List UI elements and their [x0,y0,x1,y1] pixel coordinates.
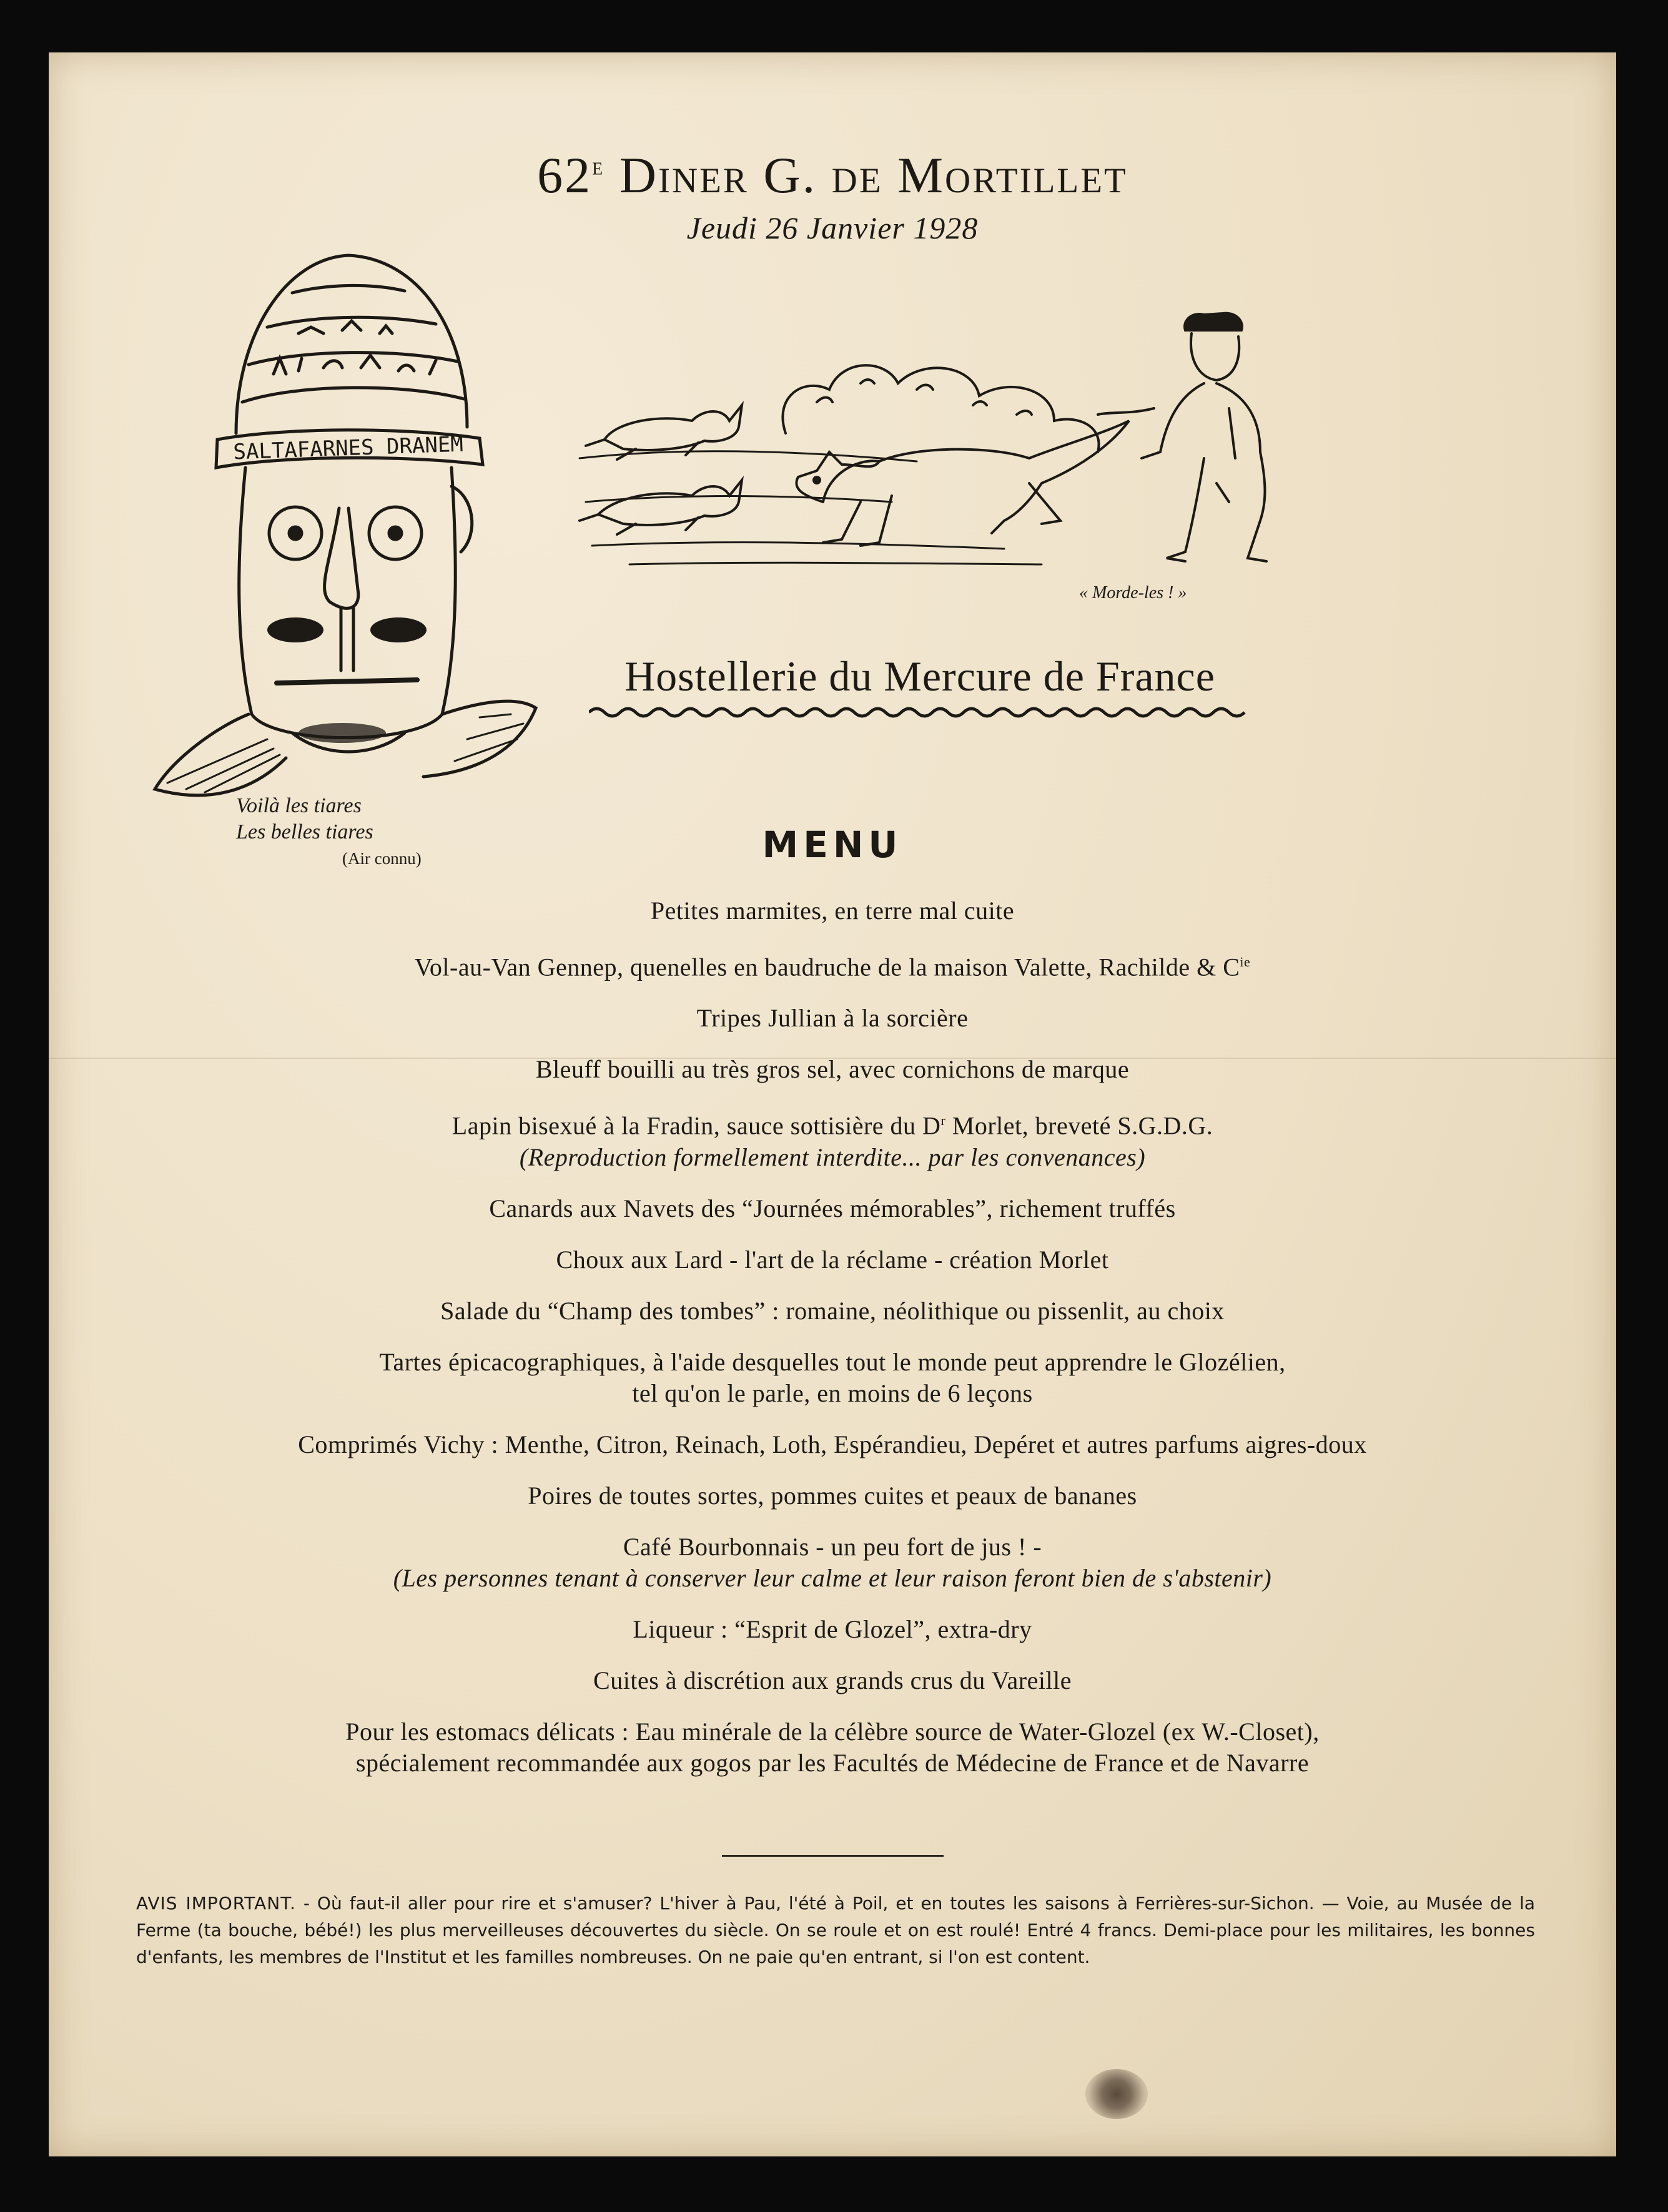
menu-item-text: Morlet, breveté S.G.D.G. [945,1111,1213,1140]
venue-block [561,652,1279,720]
menu-item-superscript: r [940,1113,946,1129]
title-number: 62 [537,147,593,204]
tiara-head-illustration [142,240,542,814]
menu-item: Liqueur : “Esprit de Glozel”, extra-dry [633,1615,1032,1643]
notice-text: - Où faut-il aller pour rire et s'amuser? L'hiver à Pau, l'été à Poil, et en toutes les saisons à Ferrières-sur-Sichon. — Voie, au Musée de la Ferme (ta bouche, bébé!) les plus merveilleuses découvertes du siècle. On se roule et on est roulé! Entré 4 francs. Demi-place pour les militaires, les bonnes d'enfants, les membres de l'Institut et les familles nombreuses. On ne paie qu'en entrant, si l'on est content. [136,1893,1536,1967]
menu-sheet [49,52,1616,2156]
dinner-date: Jeudi 26 Janvier 1928 [686,210,979,245]
menu-item: Cuites à discrétion aux grands crus du Vareille [593,1666,1072,1694]
menu-item-text: Vol-au-Van Gennep, quenelles en baudruche de la maison Valette, Rachilde & C [414,953,1240,981]
menu-item: Canards aux Navets des “Journées mémorables”, richement truffés [489,1194,1176,1222]
menu-item-text: tel qu'on le parle, en moins de 6 leçons [632,1379,1033,1407]
title-text: Diner G. de Mortillet [605,147,1128,204]
scene-caption: « Morde-les ! » [1079,583,1187,602]
notice-paragraph [136,1890,1535,1970]
menu-item: Petites marmites, en terre mal cuite [650,897,1015,925]
hat-inscription: SALTAFARNES DRANEM [232,431,464,465]
menu-item-text: Tartes épicacographiques, à l'aide desquelles tout le monde peut apprendre le Glozélien, [379,1347,1286,1376]
caption-line: (Air connu) [342,849,422,868]
ink-stain [1085,2069,1148,2119]
page-title [49,146,1616,205]
menu-item [136,1716,1529,1779]
menu-item [136,1531,1529,1594]
divider-line [722,1855,944,1857]
menu-item: Salade du “Champ des tombes” : romaine, néolithique ou pissenlit, au choix [440,1296,1225,1325]
menu-item-text: spécialement recommandée aux gogos par les Facultés de Médecine de France et de Navarre [355,1748,1310,1777]
menu-item-note: (Les personnes tenant à conserver leur calme et leur raison feront bien de s'abstenir) [393,1563,1272,1592]
menu-item: Poires de toutes sortes, pommes cuites et peaux de bananes [528,1481,1137,1510]
menu-item: Bleuff bouilli au très gros sel, avec cornichons de marque [535,1055,1130,1084]
notice-label: AVIS IMPORTANT. [136,1893,296,1914]
caption-line: Les belles tiares [236,820,373,843]
menu-heading: MENU [762,823,903,866]
hunting-scene-illustration [567,296,1329,583]
menu-list [136,895,1529,1799]
title-superscript: e [592,152,605,180]
menu-item: Choux aux Lard - l'art de la réclame - création Morlet [556,1245,1109,1274]
menu-item-text: Lapin bisexué à la Fradin, sauce sottisière du D [452,1111,941,1140]
venue-name: Hostellerie du Mercure de France [624,652,1215,700]
menu-item-note: (Reproduction formellement interdite... par les convenances) [519,1143,1146,1171]
menu-item-text: Pour les estomacs délicats : Eau minérale de la célèbre source de Water-Glozel (ex W.-Closet), [345,1717,1320,1746]
menu-item [136,946,1529,983]
menu-item [136,1105,1529,1172]
menu-item [136,1347,1529,1409]
menu-item: Comprimés Vichy : Menthe, Citron, Reinach, Loth, Espérandieu, Depéret et autres parfums aigres-doux [298,1430,1367,1458]
menu-item-text: Café Bourbonnais - un peu fort de jus ! - [623,1532,1042,1561]
caption-line: Voilà les tiares [236,794,362,817]
menu-item: Tripes Jullian à la sorcière [696,1004,969,1033]
menu-item-superscript: ie [1240,954,1251,970]
title-block [49,146,1616,246]
wavy-underline [589,705,1251,720]
